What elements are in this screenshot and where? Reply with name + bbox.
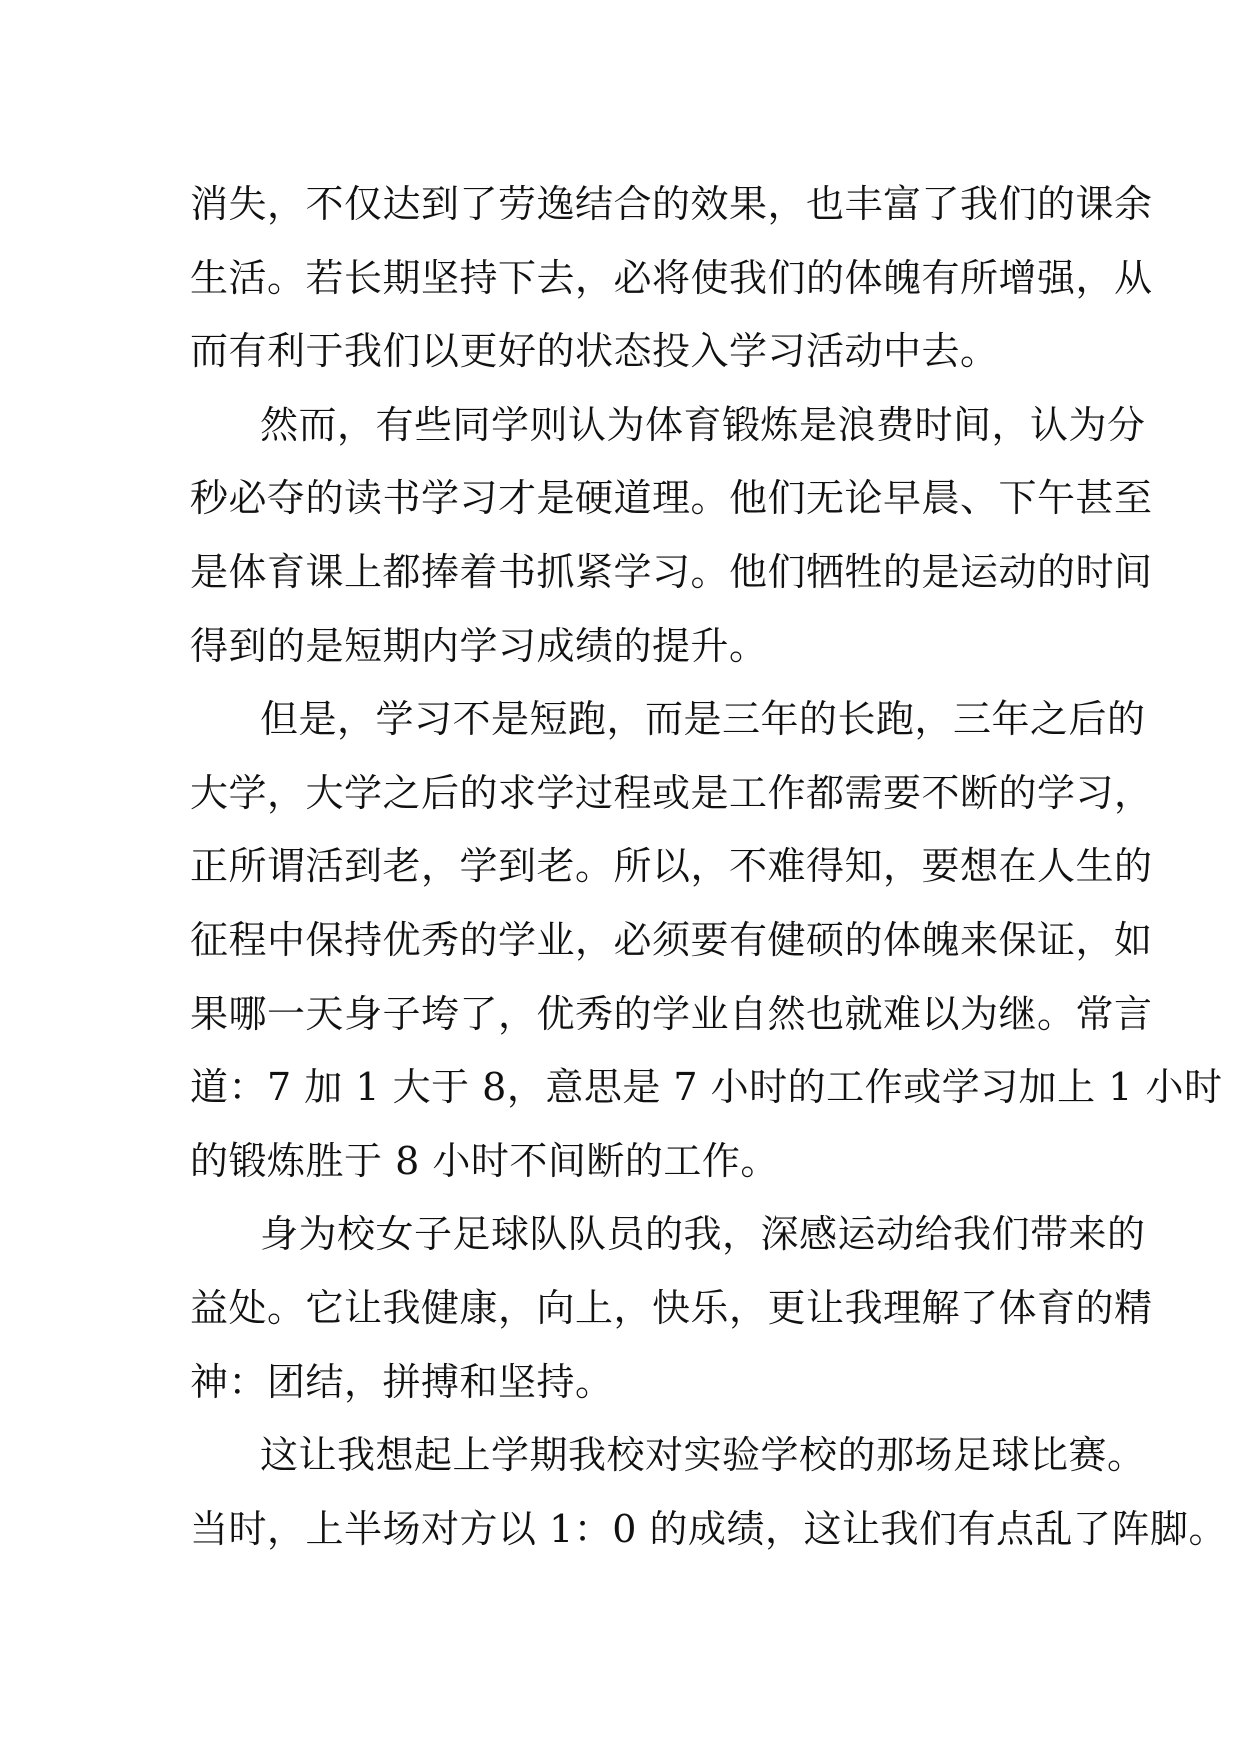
- paragraph-start-line: 但是，学习不是短跑，而是三年的长跑，三年之后的: [260, 697, 1146, 742]
- text-line: 果哪一天身子垮了，优秀的学业自然也就难以为继。常言: [190, 991, 1153, 1036]
- text-line: 神：团结，拼搏和坚持。: [190, 1359, 614, 1404]
- text-line: 得到的是短期内学习成绩的提升。: [190, 623, 768, 668]
- text-line: 当时，上半场对方以 1：0 的成绩，这让我们有点乱了阵脚。: [190, 1506, 1228, 1551]
- text-line: 消失，不仅达到了劳逸结合的效果，也丰富了我们的课余: [190, 182, 1153, 226]
- text-line: 大学，大学之后的求学过程或是工作都需要不断的学习，: [190, 770, 1153, 815]
- paragraph-start-line: 然而，有些同学则认为体育锻炼是浪费时间，认为分: [260, 402, 1146, 447]
- text-line: 道：7 加 1 大于 8，意思是 7 小时的工作或学习加上 1 小时: [190, 1065, 1223, 1110]
- paragraph-start-line: 这让我想起上学期我校对实验学校的那场足球比赛。: [260, 1433, 1146, 1478]
- text-line: 是体育课上都捧着书抓紧学习。他们牺牲的是运动的时间: [190, 549, 1153, 594]
- text-line: 益处。它让我健康，向上，快乐，更让我理解了体育的精: [190, 1285, 1153, 1330]
- text-line: 的锻炼胜于 8 小时不间断的工作。: [190, 1138, 779, 1183]
- text-line: 秒必夺的读书学习才是硬道理。他们无论早晨、下午甚至: [190, 476, 1153, 521]
- body-text: [190, 168, 1228, 1566]
- text-line: 而有利于我们以更好的状态投入学习活动中去。: [190, 329, 999, 374]
- text-line: 征程中保持优秀的学业，必须要有健硕的体魄来保证，如: [190, 917, 1153, 962]
- paragraph-start-line: 身为校女子足球队队员的我，深感运动给我们带来的: [260, 1212, 1146, 1257]
- text-line: 生活。若长期坚持下去，必将使我们的体魄有所增强，从: [190, 255, 1153, 300]
- text-line: 正所谓活到老，学到老。所以，不难得知，要想在人生的: [190, 844, 1153, 889]
